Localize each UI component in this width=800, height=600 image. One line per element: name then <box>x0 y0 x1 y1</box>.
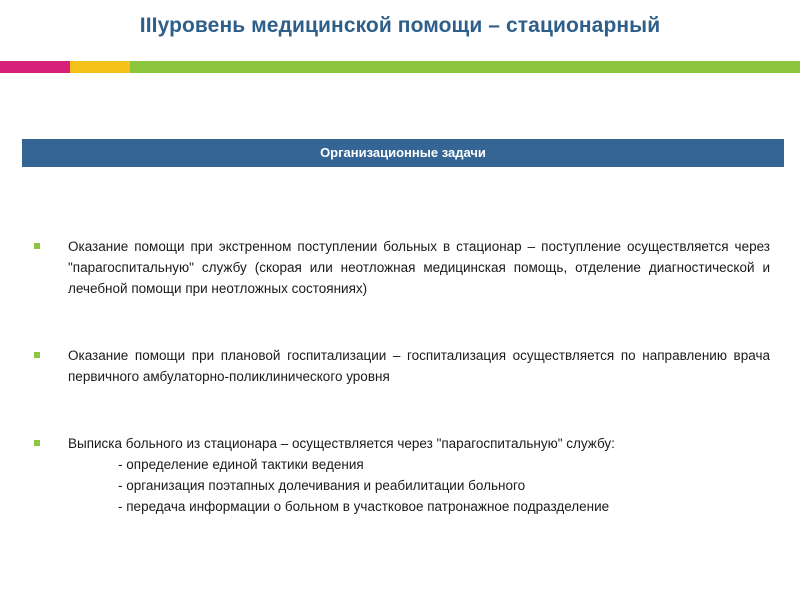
bullet-square-icon <box>34 440 40 446</box>
bullet-square-icon <box>34 352 40 358</box>
slide-title: IIIуровень медицинской помощи – стационарный <box>139 14 661 37</box>
bullet-discharge <box>30 433 770 517</box>
decorative-stripe-green <box>130 61 800 73</box>
bullet-text: Выписка больного из стационара – осуществляется через "парагоспитальную" службу: <box>68 436 615 451</box>
sub-item: - передача информации о больном в участковое патронажное подразделение <box>118 499 610 514</box>
bullet-text: Оказание помощи при плановой госпитализации – госпитализация осуществляется по направлению врача первичного амбулаторно-поликлинического уровня <box>68 348 770 384</box>
bullet-square-icon <box>34 243 40 249</box>
bullet-list <box>30 236 770 517</box>
decorative-stripe-pink <box>0 61 70 73</box>
sub-item: - организация поэтапных долечивания и реабилитации больного <box>118 478 526 493</box>
sub-item: - определение единой тактики ведения <box>118 457 364 472</box>
section-header: Организационные задачи <box>22 139 784 167</box>
decorative-stripe-yellow <box>70 61 130 73</box>
bullet-emergency-admission <box>30 236 770 299</box>
bullet-planned-hospitalization <box>30 345 770 387</box>
bullet-text: Оказание помощи при экстренном поступлении больных в стационар – поступление осуществляется через "парагоспитальную" службу (скорая или неотложная медицинская помощь, отделение диагностической и лечебной помощи при неотложных состояниях) <box>68 239 770 296</box>
